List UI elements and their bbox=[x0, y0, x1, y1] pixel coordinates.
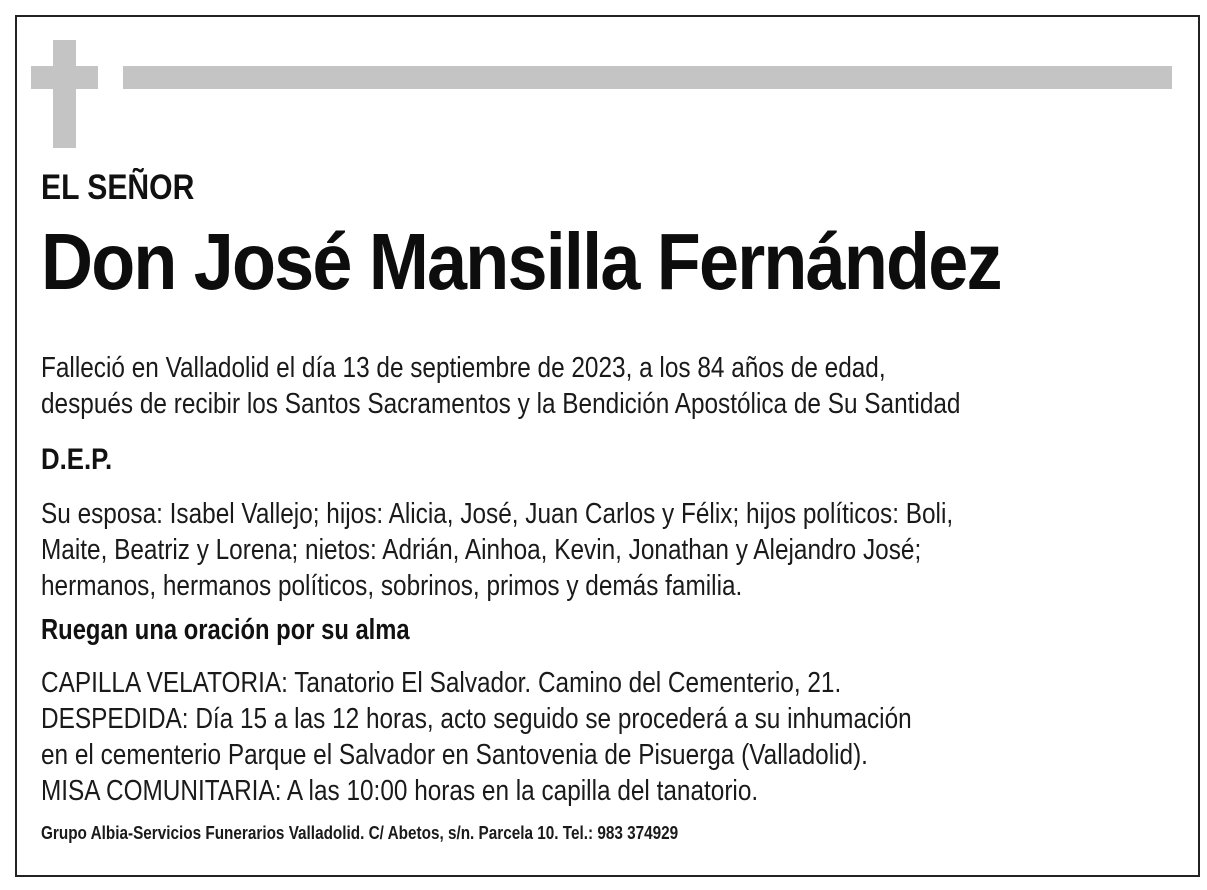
family-line-3: hermanos, hermanos políticos, sobrinos, primos y demás familia. bbox=[41, 570, 743, 602]
service-line-2: DESPEDIDA: Día 15 a las 12 horas, acto seguido se procederá a su inhumación bbox=[41, 703, 912, 735]
rest-in-peace: D.E.P. bbox=[41, 443, 113, 476]
family-line-1: Su esposa: Isabel Vallejo; hijos: Alicia, José, Juan Carlos y Félix; hijos políticos: Boli, bbox=[41, 498, 954, 530]
service-line-3: en el cementerio Parque el Salvador en Santovenia de Pisuerga (Valladolid). bbox=[41, 739, 868, 771]
death-line-2: después de recibir los Santos Sacramentos y la Bendición Apostólica de Su Santidad bbox=[41, 388, 961, 420]
service-line-4: MISA COMUNITARIA: A las 10:00 horas en la capilla del tanatorio. bbox=[41, 775, 759, 807]
header-rule bbox=[123, 66, 1172, 89]
family-line-2: Maite, Beatriz y Lorena; nietos: Adrián, Ainhoa, Kevin, Jonathan y Alejandro José; bbox=[41, 534, 922, 566]
service-details bbox=[41, 665, 912, 809]
cross-vertical-bar bbox=[53, 40, 76, 148]
cross-horizontal-bar bbox=[31, 66, 98, 89]
deceased-name: Don José Mansilla Fernández bbox=[41, 217, 1001, 306]
family-details bbox=[41, 496, 953, 604]
death-details bbox=[41, 350, 960, 422]
funeral-home-footer: Grupo Albia-Servicios Funerarios Valladolid. C/ Abetos, s/n. Parcela 10. Tel.: 983 374929 bbox=[41, 823, 679, 843]
notice-heading: EL SEÑOR bbox=[41, 168, 195, 207]
death-line-1: Falleció en Valladolid el día 13 de septiembre de 2023, a los 84 años de edad, bbox=[41, 352, 886, 384]
service-line-1: CAPILLA VELATORIA: Tanatorio El Salvador. Camino del Cementerio, 21. bbox=[41, 667, 842, 699]
prayer-request: Ruegan una oración por su alma bbox=[41, 614, 410, 646]
